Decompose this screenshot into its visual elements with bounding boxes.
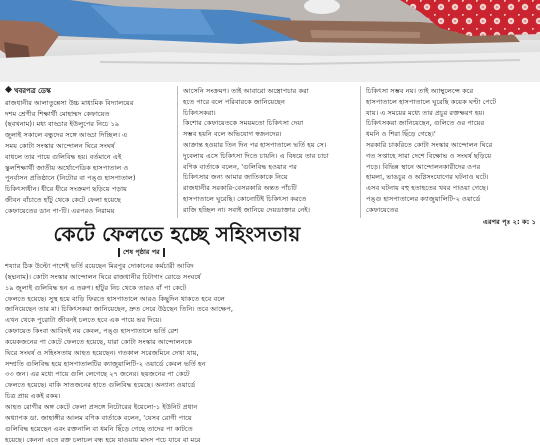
- text-line: রাজি হচ্ছিল না। সবাই জানিয়ে দেয়ডাক্তার নেই।: [183, 205, 355, 216]
- text-line: অধ্যাপক ডা. জাহাঙ্গীর আলম বণিক বার্তাকে বলেন, 'যেসব রোগী পায়ে: [5, 413, 355, 424]
- text-line: কেফায়েতের: [366, 205, 536, 216]
- jump-label: শেষ পৃষ্ঠার পর: [118, 248, 165, 257]
- text-line: এসব ঘটনায় বহু হতাহতের খবর পাওয়া গেছে।: [366, 183, 536, 194]
- text-line: বাধলে তার পায়ে গুলিবিদ্ধ হয়। বর্তমানে এই: [5, 152, 173, 163]
- text-line: হামলা, ভাঙচুর ও অগ্নিসংযোগের ঘটনাও ঘটে।: [366, 172, 536, 183]
- text-line: হতে পারে বলে পরিবারকে জানিয়েছেন: [183, 97, 355, 108]
- text-line: আসেনি সংক্রমণ। তাই আবারো অস্ত্রোপচার করা: [183, 86, 355, 97]
- text-line: সম্ভব হয়নি বলে অভিযোগ স্বজনদের।: [183, 129, 355, 140]
- text-line: সম্প্রতি গুলিবিদ্ধ হয়ে হাসপাতালটির ক্যাজুয়ালিটি-২ ওয়ার্ডে কেবল ভর্তি হন: [5, 359, 355, 370]
- text-line: দুবেলায় এসে চিকিৎসা দিতে চায়নি। এ বিষয়ে তার চাচা: [183, 151, 355, 162]
- text-line: (ছদ্মনাম)। কোটা সংস্কার আন্দোলন ঘিরে রাজধানীর চিটাগাং রোডে সংঘর্ষে: [5, 272, 355, 283]
- text-line: জীবন বাঁচাতে হাঁটু থেকে কেটে ফেলা হয়েছে: [5, 195, 173, 206]
- text-line: চিকিৎসা সম্ভব নয়। তাই অ্যাম্বুলেন্সে করে: [366, 86, 536, 97]
- article-headline: কেটে ফেলতে হচ্ছে সহিংসতায়: [0, 222, 354, 246]
- text-line: গত সপ্তাহে সারা দেশে বিক্ষোভ ও সংঘর্ষ ছড়িয়ে: [366, 151, 536, 162]
- text-line: কেফায়েতের ডান পা-টি। এরপরও নিরাময়: [5, 206, 173, 217]
- text-line: (ছবখনাম)। মধ্য বাড্ডার ইউলুপের নিচে ১৯: [5, 119, 173, 130]
- text-line: চিকিৎসকরা।: [183, 108, 355, 119]
- text-line: হাসপাতালে ঘুরেছি। কোনোটিই চিকিৎসা করতে: [183, 194, 355, 205]
- continuation-label: এরপর পৃঃ ২: ক: ১: [366, 217, 536, 228]
- column-divider: [360, 86, 361, 218]
- middle-column: [183, 86, 355, 216]
- text-line: পুনর্বাসন প্রতিষ্ঠানে (নিটোর বা পঙ্গু হাসপাতাল): [5, 173, 173, 184]
- byline-text: খবরপত্র ডেস্ক: [14, 87, 51, 95]
- text-line: কিশোর কেফায়েতকে সময়মতো চিকিৎসা দেয়া: [183, 118, 355, 129]
- text-line: ফেলতে হয়েছে। বাকি সাতজনের হাতে গুলিবিদ্ধ হয়েছে। অন্যান্য ওয়ার্ডে: [5, 380, 355, 391]
- text-line: গুলিবিদ্ধ হয়েছেন এবং রক্তনালি বা ধমনি ছিঁড়ে গেছে তাদের পা কাটতে: [5, 424, 355, 435]
- text-line: ঘিরে সংঘর্ষ ও সহিংসতায় আহত হয়েছেন। গতকাল সরেজমিনে দেখা যায়,: [5, 348, 355, 359]
- text-line: সময় কোটা সংস্কার আন্দোলন ঘিরে সংঘর্ষ: [5, 141, 173, 152]
- text-line: যায়। এ সময়ের মধ্যে তার প্রচুর রক্তক্ষরণ হয়।: [366, 108, 536, 119]
- text-line: চিকিৎসকরা জানিয়েছেন, গুলিতে ওর পায়ের: [366, 118, 536, 129]
- text-line: এখন থেকে পুরোটা জীবনই চলতে হবে এক পায়ে ভর দিয়ে।: [5, 315, 355, 326]
- text-line: রাজধানীর সরকারি-বেসরকারি অন্তত পাঁচটি: [183, 183, 355, 194]
- text-line: আহত রোগীর অঙ্গ কেটে ফেলা প্রসঙ্গে নিটোরের ইয়েলো-১ ইউনিট প্রধান: [5, 402, 355, 413]
- text-line: জুলাই সকালে বন্ধুদের সঙ্গে আড্ডা দিচ্ছিল। এ: [5, 130, 173, 141]
- text-line: সরকারি চাকরিতে কোটা সংস্কার আন্দোলন ঘিরে: [366, 140, 536, 151]
- news-photo: [0, 0, 540, 82]
- byline: [5, 86, 173, 97]
- text-line: আক্রান্ত হওয়ার তিন দিন পর হাসপাতালে ভর্তি হয় সে।: [183, 140, 355, 151]
- text-line: স্কুলশিক্ষার্থী জাতীয় অর্থোপেডিক হাসপাতাল ও: [5, 163, 173, 174]
- right-column: [366, 86, 536, 227]
- text-line: হয়েছে। কেননা এতে রক্ত চলাচল বন্ধ হয়ে যাওয়ায় মাংস পচে যাবে বা মরে: [5, 435, 355, 445]
- text-line: হাসপাতালে হাসপাতালে ঘুরেছি কয়েক ঘণ্টা পেটে: [366, 97, 536, 108]
- text-line: চিকিৎসার জন্য আমার জাতিকাকে নিয়ে: [183, 172, 355, 183]
- text-line: ফেলতে হয়েছে। সুস্থ হয়ে বাড়ি ফিরতে হাসপাতালে আরও কিছুদিন থাকতে হবে বলে: [5, 294, 355, 305]
- bullet-icon: [5, 86, 12, 93]
- text-line: ধমনি ও শিরা ছিঁড়ে গেছে।': [366, 129, 536, 140]
- text-line: শয্যার ঠিক উল্টো পাশেই ভর্তি রয়েছেন মিরপুর দোকানের কর্মচারী আবিদ: [5, 261, 355, 272]
- text-line: পঙ্গু হাসপাতালের ক্যাজুয়ালিটি-২ ওয়ার্ডে: [366, 194, 536, 205]
- text-line: কয়েকজনের পা কেটে ফেলতে হয়েছে, যারা কোটা সংস্কার আন্দোলনকে: [5, 337, 355, 348]
- left-column: [5, 86, 173, 217]
- text-line: জানিয়েছেন তার মা। চিকিৎসকরা জানিয়েছেন, দ্রুত সেরে উঠছেন তিনি। তবে আক্ষেপ,: [5, 304, 355, 315]
- text-line: চিত্র প্রায় একই রকম।: [5, 391, 355, 402]
- text-line: বণিক বার্তাকে বলেন, 'গুলিবিদ্ধ হওয়ার পর: [183, 162, 355, 173]
- article-body: [5, 261, 355, 445]
- column-divider: [177, 86, 178, 218]
- text-line: চিকিৎসাধীন। ধীরে ধীরে সংক্রমণ ছড়িয়ে পড়ায়: [5, 184, 173, 195]
- text-line: রাজধানীর আলাতুন্নেসা উচ্চ মাধ্যমিক বিদ্যালয়ের: [5, 98, 173, 109]
- text-line: পড়ে। বিভিন্ন স্থানে আন্দোলনকারীদের ওপর: [366, 162, 536, 173]
- text-line: ৩৩ জন। এর মধ্যে পায়ে গুলি লেগেছে ২৭ জনের। ছয়জনের পা কেটে: [5, 369, 355, 380]
- text-line: দশম শ্রেণীর শিক্ষার্থী মোহাম্মদ কেফায়েত: [5, 109, 173, 120]
- text-line: ১৯ জুলাই গুলিবিদ্ধ হন এ তরুণ। হাঁটুর নিচ থেকে তারও বাঁ পা কেটে: [5, 283, 355, 294]
- text-line: কেফায়েত কিংবা আবিদই নয় কেবল, পঙ্গু হাসপাতালে ভর্তি রেশ: [5, 326, 355, 337]
